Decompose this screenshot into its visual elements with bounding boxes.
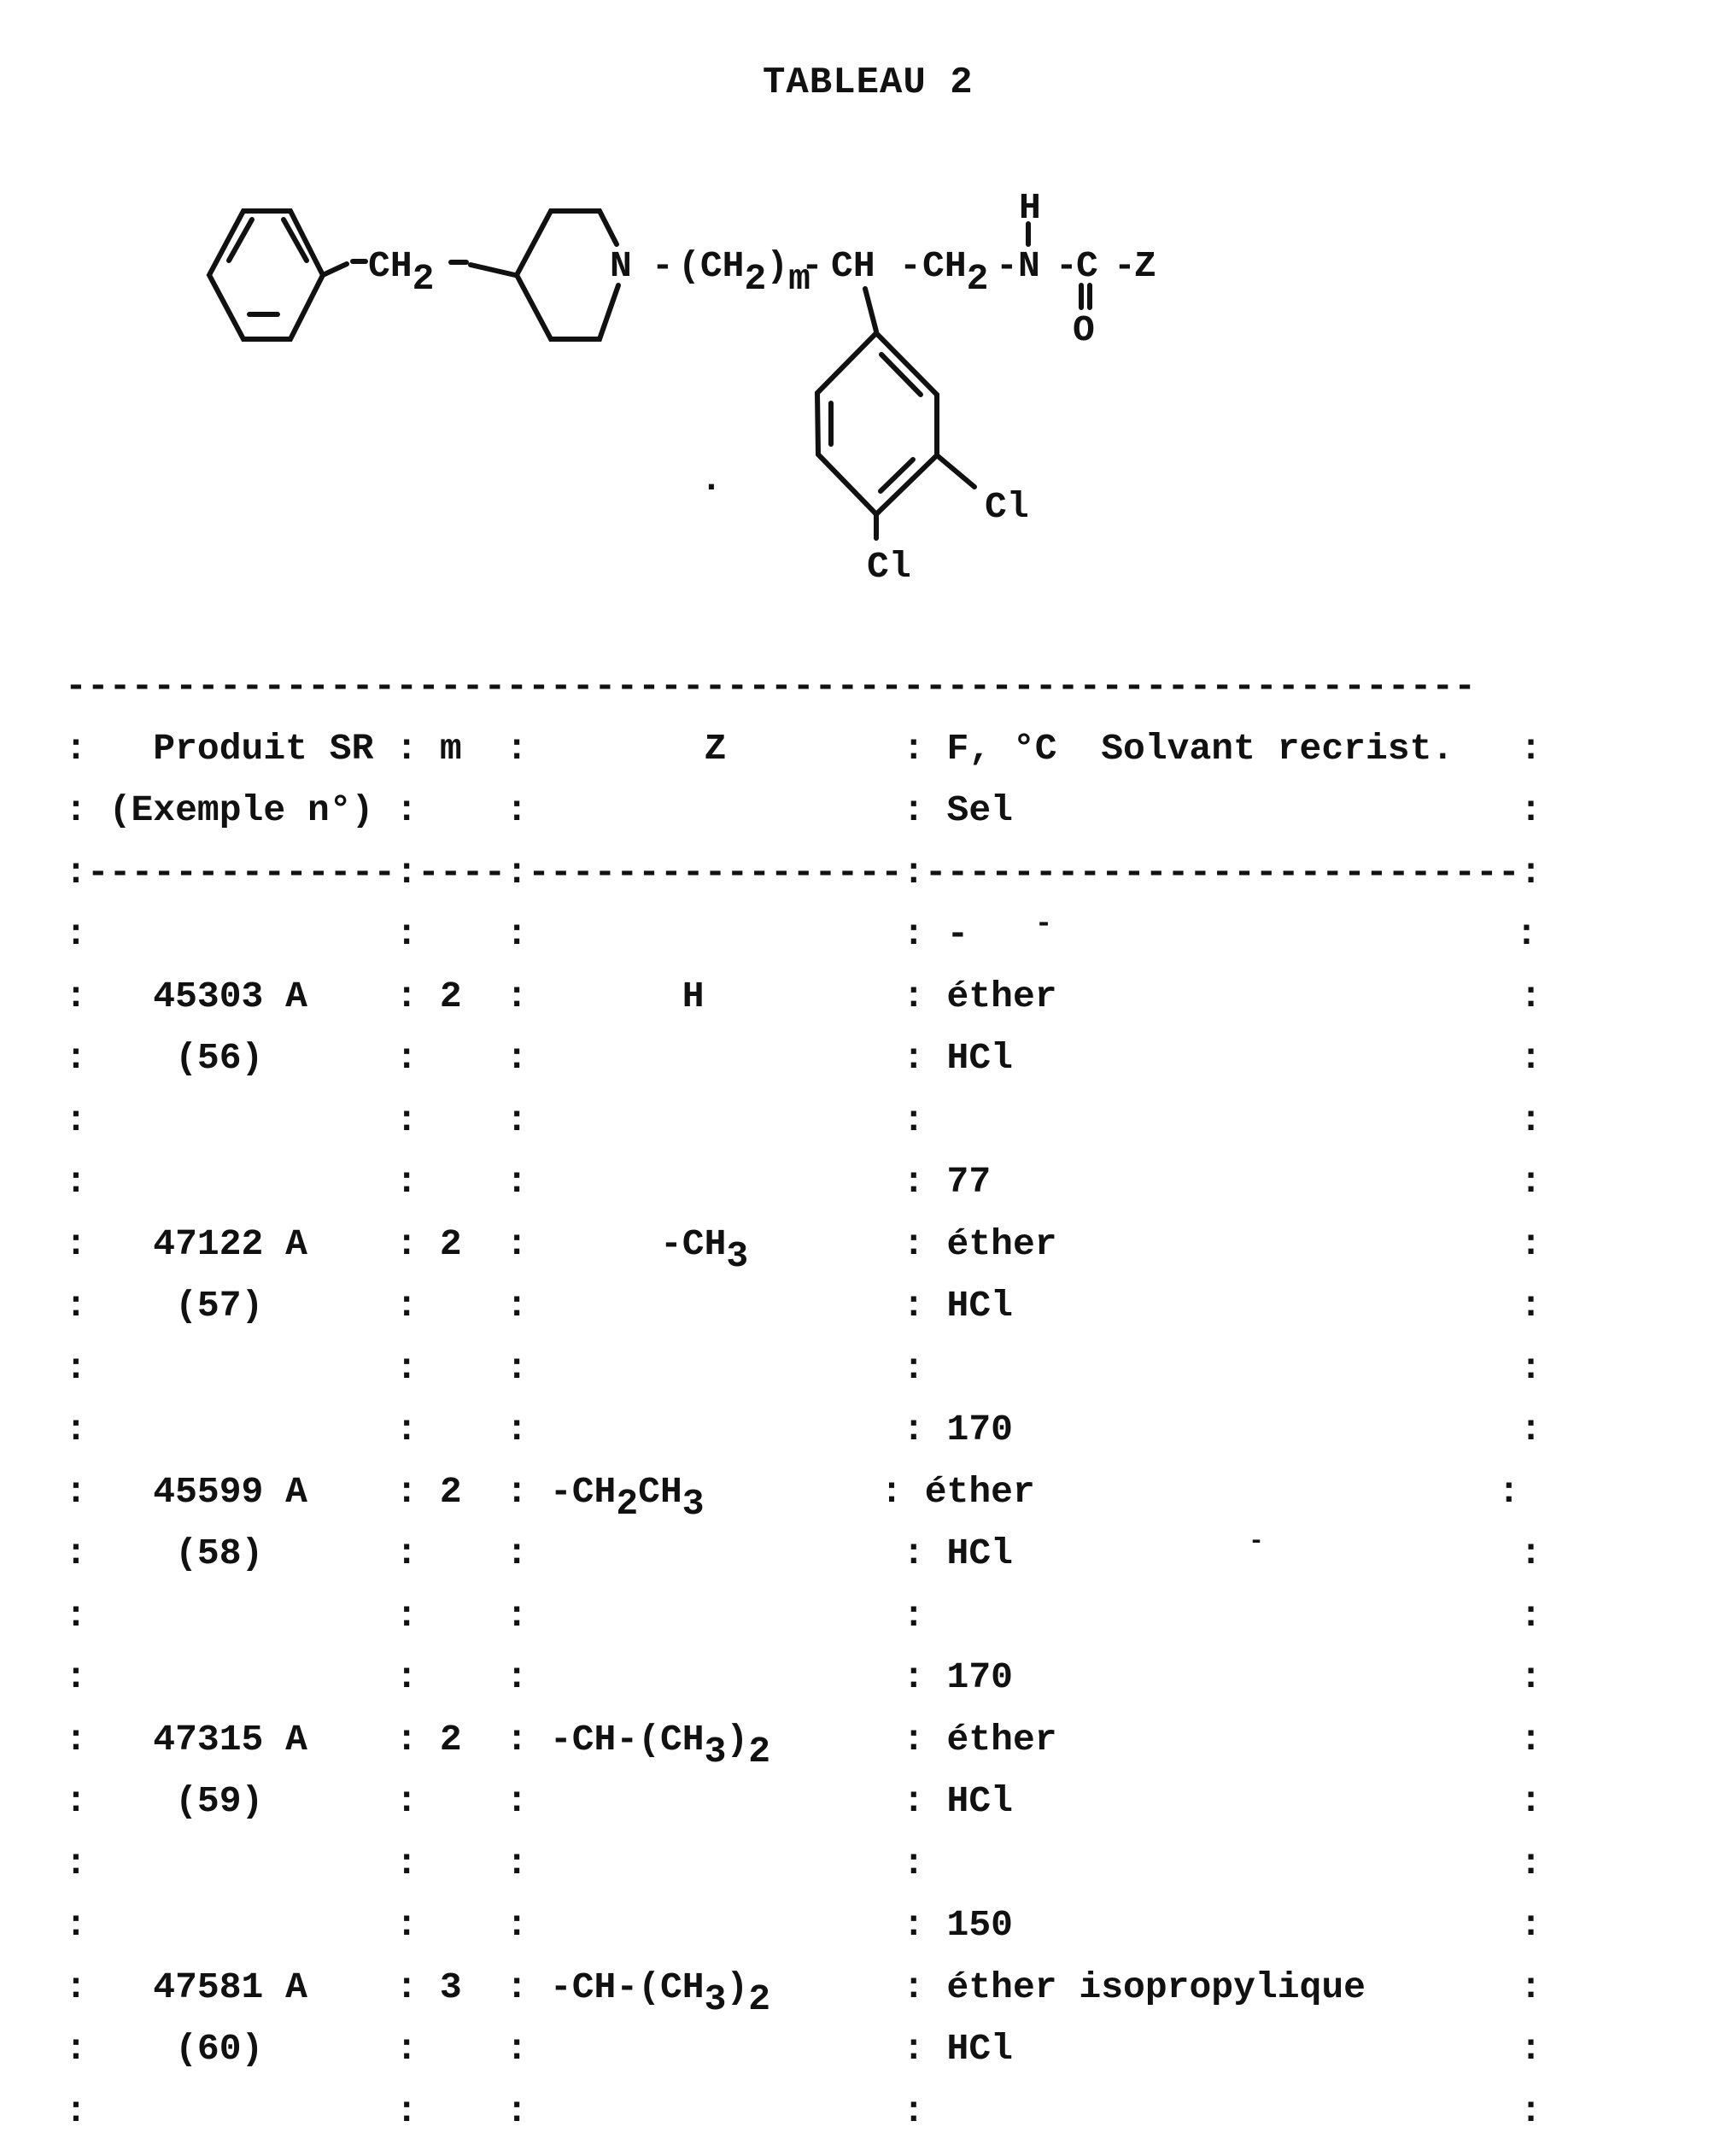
bond-dash: -	[1056, 245, 1078, 287]
label-ch2-benzyl: $CH_2$	[368, 245, 435, 301]
table-line: : : : : :	[65, 1346, 1542, 1389]
table-line: : (57) : : : HCl :	[65, 1285, 1542, 1327]
table-line: : (56) : : : HCl :	[65, 1037, 1542, 1079]
table-line: : 47581 A : 3 : $-CH-(CH_3)_2$ : éther isopropylique :	[65, 1966, 1542, 2020]
table-line: : : : : 170 :	[65, 1656, 1542, 1698]
table-line: : Produit SR : m : Z : F, °C Solvant recrist. :	[65, 727, 1542, 770]
results-table	[65, 656, 1542, 2142]
label-cl-para: Cl	[867, 546, 911, 588]
bond-dash: -	[652, 245, 674, 287]
table-line: : 45303 A : 2 : H : éther :	[65, 975, 1542, 1017]
bond-dash: -	[801, 245, 823, 287]
label-h-on-n: H	[1019, 187, 1041, 229]
label-ch2m: $(CH_2)_m$	[678, 245, 810, 301]
page-title: TABLEAU 2	[763, 62, 974, 104]
table-line: : : : : 170 :	[65, 1409, 1542, 1450]
label-n-amide: N	[1018, 245, 1040, 287]
chemical-structure-figure	[188, 179, 1204, 624]
table-line: : (Exemple n°) : : : Sel :	[65, 789, 1542, 831]
stray-dot-mark: .	[700, 459, 723, 501]
table-line: : (60) : : : HCl :	[65, 2028, 1542, 2070]
table-line: : (58) : : : HCl :	[65, 1532, 1542, 1574]
label-ch: CH	[831, 245, 875, 287]
label-n-piperidine: N	[610, 245, 632, 287]
table-line: : : : : - - :	[65, 907, 1538, 955]
table-line: : (59) : : : HCl :	[65, 1780, 1542, 1822]
table-line: : : : : 77 :	[65, 1161, 1542, 1203]
table-line: : 47122 A : 2 : $-CH_3$ : éther :	[65, 1222, 1542, 1277]
label-z: Z	[1134, 245, 1156, 287]
table-line: : : : : :	[65, 1842, 1542, 1884]
label-cl-meta: Cl	[985, 486, 1029, 528]
table-line: : 45599 A : 2 : $-CH_2CH_3$ : éther :	[65, 1470, 1520, 1525]
table-line: : : : : :	[65, 2089, 1542, 2132]
table-line: ----------------------------------------------------------------	[65, 665, 1476, 707]
table-line: :--------------:----:-----------------:---------------------------:	[65, 851, 1542, 893]
label-ch2-chain: $CH_2$	[922, 245, 989, 301]
table-line: : : : : 150 :	[65, 1904, 1542, 1946]
label-o-on-c: O	[1073, 309, 1095, 351]
label-c-carbonyl: C	[1076, 245, 1098, 287]
table-line: : : : : :	[65, 1594, 1542, 1637]
bond-dash: -	[899, 245, 922, 287]
bond-dash: -	[996, 245, 1018, 287]
stray-dash-mark: -	[1249, 1527, 1265, 1556]
table-line: : : : : :	[65, 1099, 1542, 1141]
bond-dash: -	[1114, 245, 1136, 287]
table-line: : 47315 A : 2 : $-CH-(CH_3)_2$ : éther :	[65, 1718, 1542, 1772]
